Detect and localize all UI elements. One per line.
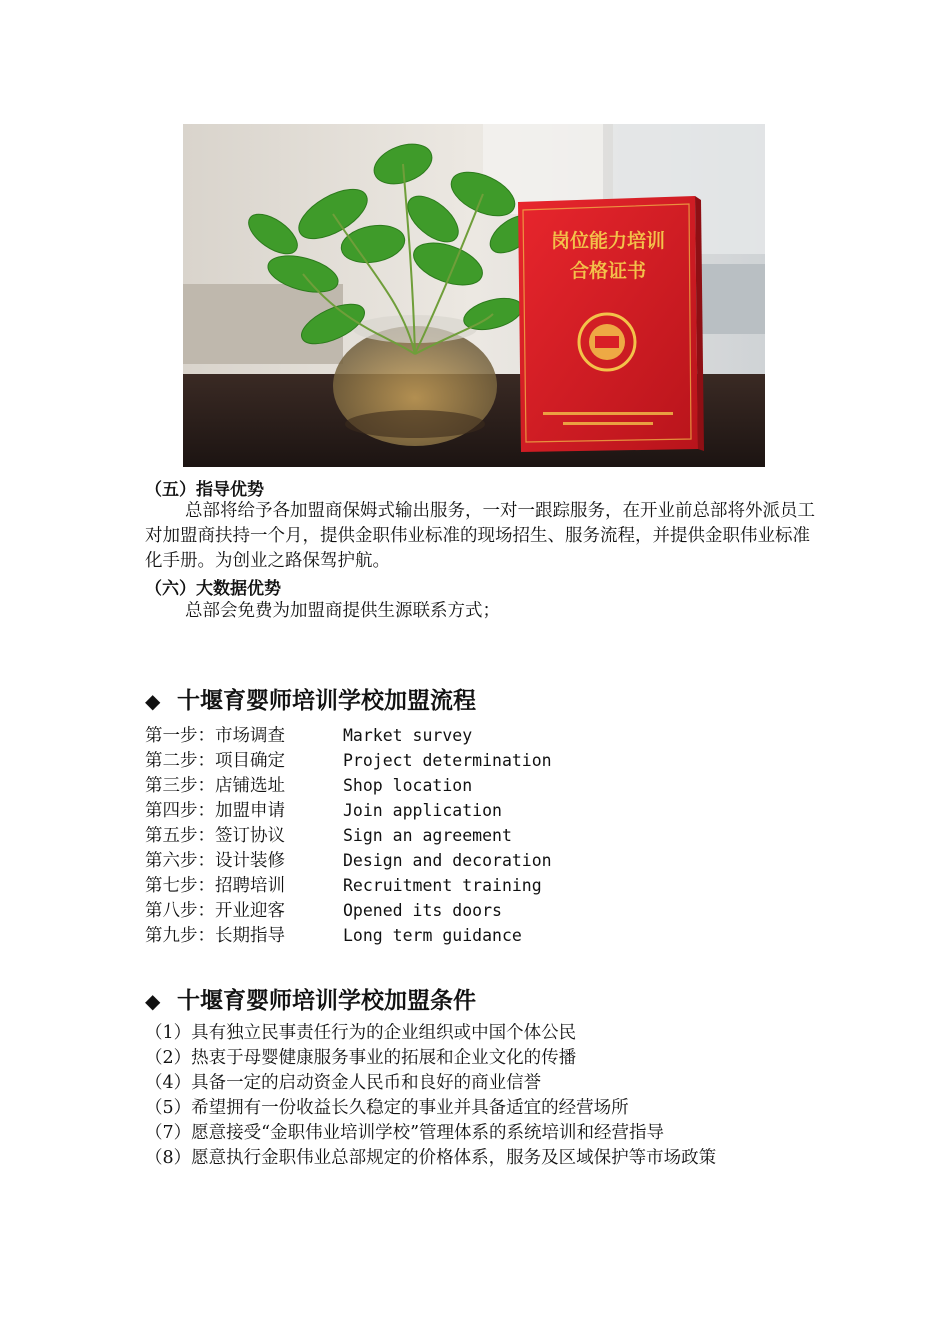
step-cn: 第四步：加盟申请 xyxy=(145,801,285,821)
conditions-title: 十堰育婴师培训学校加盟条件 xyxy=(177,988,476,1014)
condition-item: （2）热衷于母婴健康服务事业的拓展和企业文化的传播 xyxy=(145,1048,577,1068)
step-en: Recruitment training xyxy=(343,876,542,895)
certificate-title-line2: 合格证书 xyxy=(569,260,647,282)
step-en: Sign an agreement xyxy=(343,826,512,845)
step-cn: 第五步：签订协议 xyxy=(145,826,285,846)
step-row xyxy=(145,823,552,848)
conditions-heading xyxy=(145,982,476,1015)
step-cn: 第三步：店铺选址 xyxy=(145,776,285,796)
step-cn: 第一步：市场调查 xyxy=(145,726,285,746)
section6-body xyxy=(145,599,825,624)
conditions-list xyxy=(145,1021,716,1171)
section5-text: 总部将给予各加盟商保姆式输出服务，一对一跟踪服务，在开业前总部将外派员工对加盟商扶持一个月，提供金职伟业标准的现场招生、服务流程，并提供金职伟业标准化手册。为创业之路保驾护航。 xyxy=(145,501,815,571)
condition-item: （4）具备一定的启动资金人民币和良好的商业信誉 xyxy=(145,1073,542,1093)
process-heading xyxy=(145,682,476,715)
condition-item: （5）希望拥有一份收益长久稳定的事业并具备适宜的经营场所 xyxy=(145,1098,629,1118)
section6-text: 总部会免费为加盟商提供生源联系方式； xyxy=(185,601,500,621)
step-cn: 第二步：项目确定 xyxy=(145,751,285,771)
process-title: 十堰育婴师培训学校加盟流程 xyxy=(177,688,476,714)
step-en: Design and decoration xyxy=(343,851,552,870)
section5-body xyxy=(145,499,825,574)
step-cn: 第八步：开业迎客 xyxy=(145,901,285,921)
step-row xyxy=(145,748,552,773)
step-en: Join application xyxy=(343,801,502,820)
step-en: Opened its doors xyxy=(343,901,502,920)
certificate-title-line1: 岗位能力培训 xyxy=(550,230,666,252)
step-cn: 第九步：长期指导 xyxy=(145,926,285,946)
step-cn: 第七步：招聘培训 xyxy=(145,876,285,896)
condition-item: （1）具有独立民事责任行为的企业组织或中国个体公民 xyxy=(145,1023,577,1043)
step-row xyxy=(145,873,552,898)
step-row xyxy=(145,923,552,948)
step-row xyxy=(145,848,552,873)
certificate-photo xyxy=(183,124,765,467)
step-en: Market survey xyxy=(343,726,473,745)
step-en: Long term guidance xyxy=(343,926,522,945)
diamond-bullet-icon: ◆ xyxy=(145,989,161,1013)
step-row xyxy=(145,773,552,798)
step-row xyxy=(145,723,552,748)
step-en: Shop location xyxy=(343,776,473,795)
process-steps xyxy=(145,723,552,948)
step-row xyxy=(145,798,552,823)
step-row xyxy=(145,898,552,923)
step-cn: 第六步：设计装修 xyxy=(145,851,285,871)
section5-title: （五）指导优势 xyxy=(145,480,264,500)
step-en: Project determination xyxy=(343,751,552,770)
condition-item: （7）愿意接受“金职伟业培训学校”管理体系的系统培训和经营指导 xyxy=(145,1123,665,1143)
diamond-bullet-icon: ◆ xyxy=(145,689,161,713)
condition-item: （8）愿意执行金职伟业总部规定的价格体系，服务及区域保护等市场政策 xyxy=(145,1148,717,1168)
section6-title: （六）大数据优势 xyxy=(145,579,281,599)
